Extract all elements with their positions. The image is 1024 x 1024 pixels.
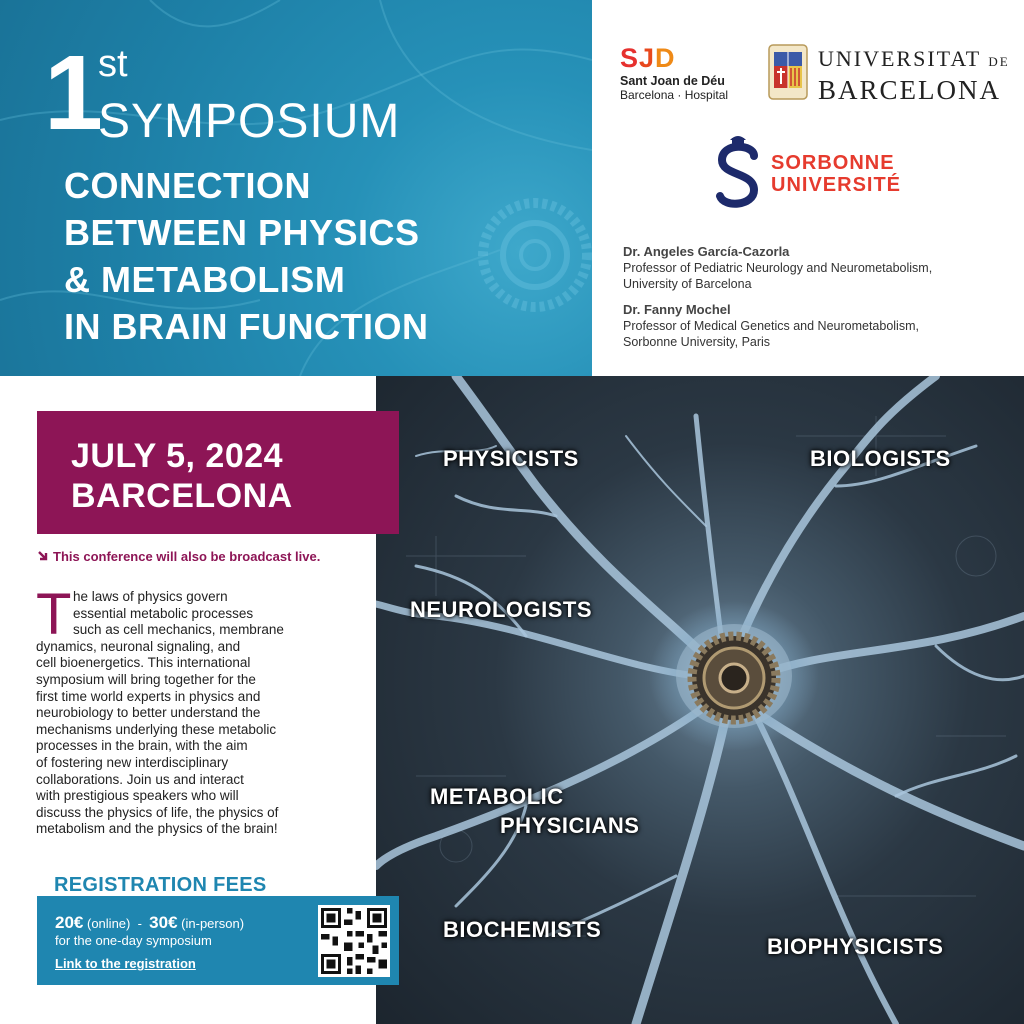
sjd-name: Sant Joan de Déu (620, 74, 725, 88)
description-line: with prestigious speakers who will (36, 788, 239, 804)
broadcast-text: This conference will also be broadcast live. (53, 549, 321, 564)
description-line: symposium will bring together for the (36, 671, 256, 687)
description-line: cell bioenergetics. This international (36, 655, 251, 671)
sjd-subtitle: Barcelona · Hospital (620, 88, 729, 102)
description-line: processes in the brain, with the aim (36, 738, 248, 754)
ub-small-word: DE (988, 54, 1010, 69)
gear-icon (692, 636, 776, 720)
audience-biologists: BIOLOGISTS (810, 446, 951, 471)
audience-biophysicists: BIOPHYSICISTS (767, 934, 944, 959)
ub-line2: BARCELONA (818, 75, 1002, 105)
ub-word: UNIVERSITAT (818, 46, 981, 71)
title-line: IN BRAIN FUNCTION (64, 306, 429, 347)
online-price: 20€ (55, 913, 84, 932)
description-line: essential metabolic processes (73, 605, 254, 621)
arrow-down-right-icon (37, 550, 49, 562)
event-type: SYMPOSIUM (98, 95, 401, 148)
title-line: BETWEEN PHYSICS (64, 212, 420, 253)
registration-box (37, 896, 399, 985)
description-line: metabolism and the physics of the brain! (36, 821, 278, 837)
dropcap-letter: T (36, 582, 72, 647)
sorbonne-line2: UNIVERSITÉ (771, 174, 902, 196)
fee-separator: - (137, 916, 142, 931)
page-title (64, 162, 428, 350)
organizer-affiliation: University of Barcelona (623, 277, 752, 291)
online-label: (online) (87, 916, 131, 931)
organizer-role: Professor of Pediatric Neurology and Neurometabolism, (623, 261, 933, 275)
sjd-letter-j: J (639, 43, 656, 73)
broadcast-note (37, 549, 320, 564)
audience-biochemists: BIOCHEMISTS (443, 917, 602, 942)
audience-physicists: PHYSICISTS (443, 446, 579, 471)
ordinal-number: 1 (44, 34, 101, 152)
description-line: such as cell mechanics, membrane (73, 622, 284, 638)
description-line: dynamics, neuronal signaling, and (36, 638, 241, 654)
neuron-illustration (376, 376, 1024, 1024)
organizer-affiliation: Sorbonne University, Paris (623, 335, 771, 349)
description-line: first time world experts in physics and (36, 688, 261, 704)
organizer-role: Professor of Medical Genetics and Neurometabolism, (623, 319, 919, 333)
inperson-label: (in-person) (181, 916, 245, 931)
inperson-price: 30€ (149, 913, 178, 932)
event-date: JULY 5, 2024 (71, 437, 284, 475)
ordinal-suffix: st (98, 43, 128, 85)
description-line: of fostering new interdisciplinary (36, 754, 229, 770)
description-line: mechanisms underlying these metabolic (36, 721, 277, 737)
organizer-block (623, 244, 932, 292)
university-shield-icon (768, 44, 808, 100)
event-date-box (37, 411, 399, 534)
organizer-name: Dr. Fanny Mochel (623, 302, 731, 317)
registration-fees (55, 913, 244, 933)
audience-physicians: PHYSICIANS (500, 813, 640, 838)
organizer-name: Dr. Angeles García-Cazorla (623, 244, 790, 259)
sjd-logo (620, 44, 728, 102)
qr-code-icon[interactable] (318, 905, 390, 977)
registration-heading: REGISTRATION FEES (54, 874, 267, 896)
ub-line1 (818, 46, 1010, 75)
ub-logo-text (818, 46, 1010, 105)
fees-subtitle: for the one-day symposium (55, 933, 212, 948)
title-line: & METABOLISM (64, 259, 346, 300)
sorbonne-emblem-icon (714, 136, 762, 212)
event-city: BARCELONA (71, 477, 293, 515)
sjd-logo-mark (620, 44, 728, 72)
sorbonne-line1: SORBONNE (771, 152, 895, 174)
description-line: neurobiology to better understand the (36, 705, 261, 721)
description-text (36, 589, 366, 838)
sjd-letter-s: S (620, 43, 640, 73)
title-line: CONNECTION (64, 165, 311, 206)
registration-link[interactable]: Link to the registration (55, 956, 196, 971)
sjd-letter-d: D (655, 43, 676, 73)
organizer-block (623, 302, 919, 350)
audience-neurologists: NEUROLOGISTS (410, 597, 593, 622)
description-line: he laws of physics govern (73, 589, 228, 604)
description-line: collaborations. Join us and interact (36, 771, 244, 787)
description-line: discuss the physics of life, the physics of (36, 804, 279, 820)
sorbonne-logo-text (771, 152, 901, 196)
hero-banner (0, 0, 592, 376)
audience-metabolic: METABOLIC (430, 784, 564, 809)
